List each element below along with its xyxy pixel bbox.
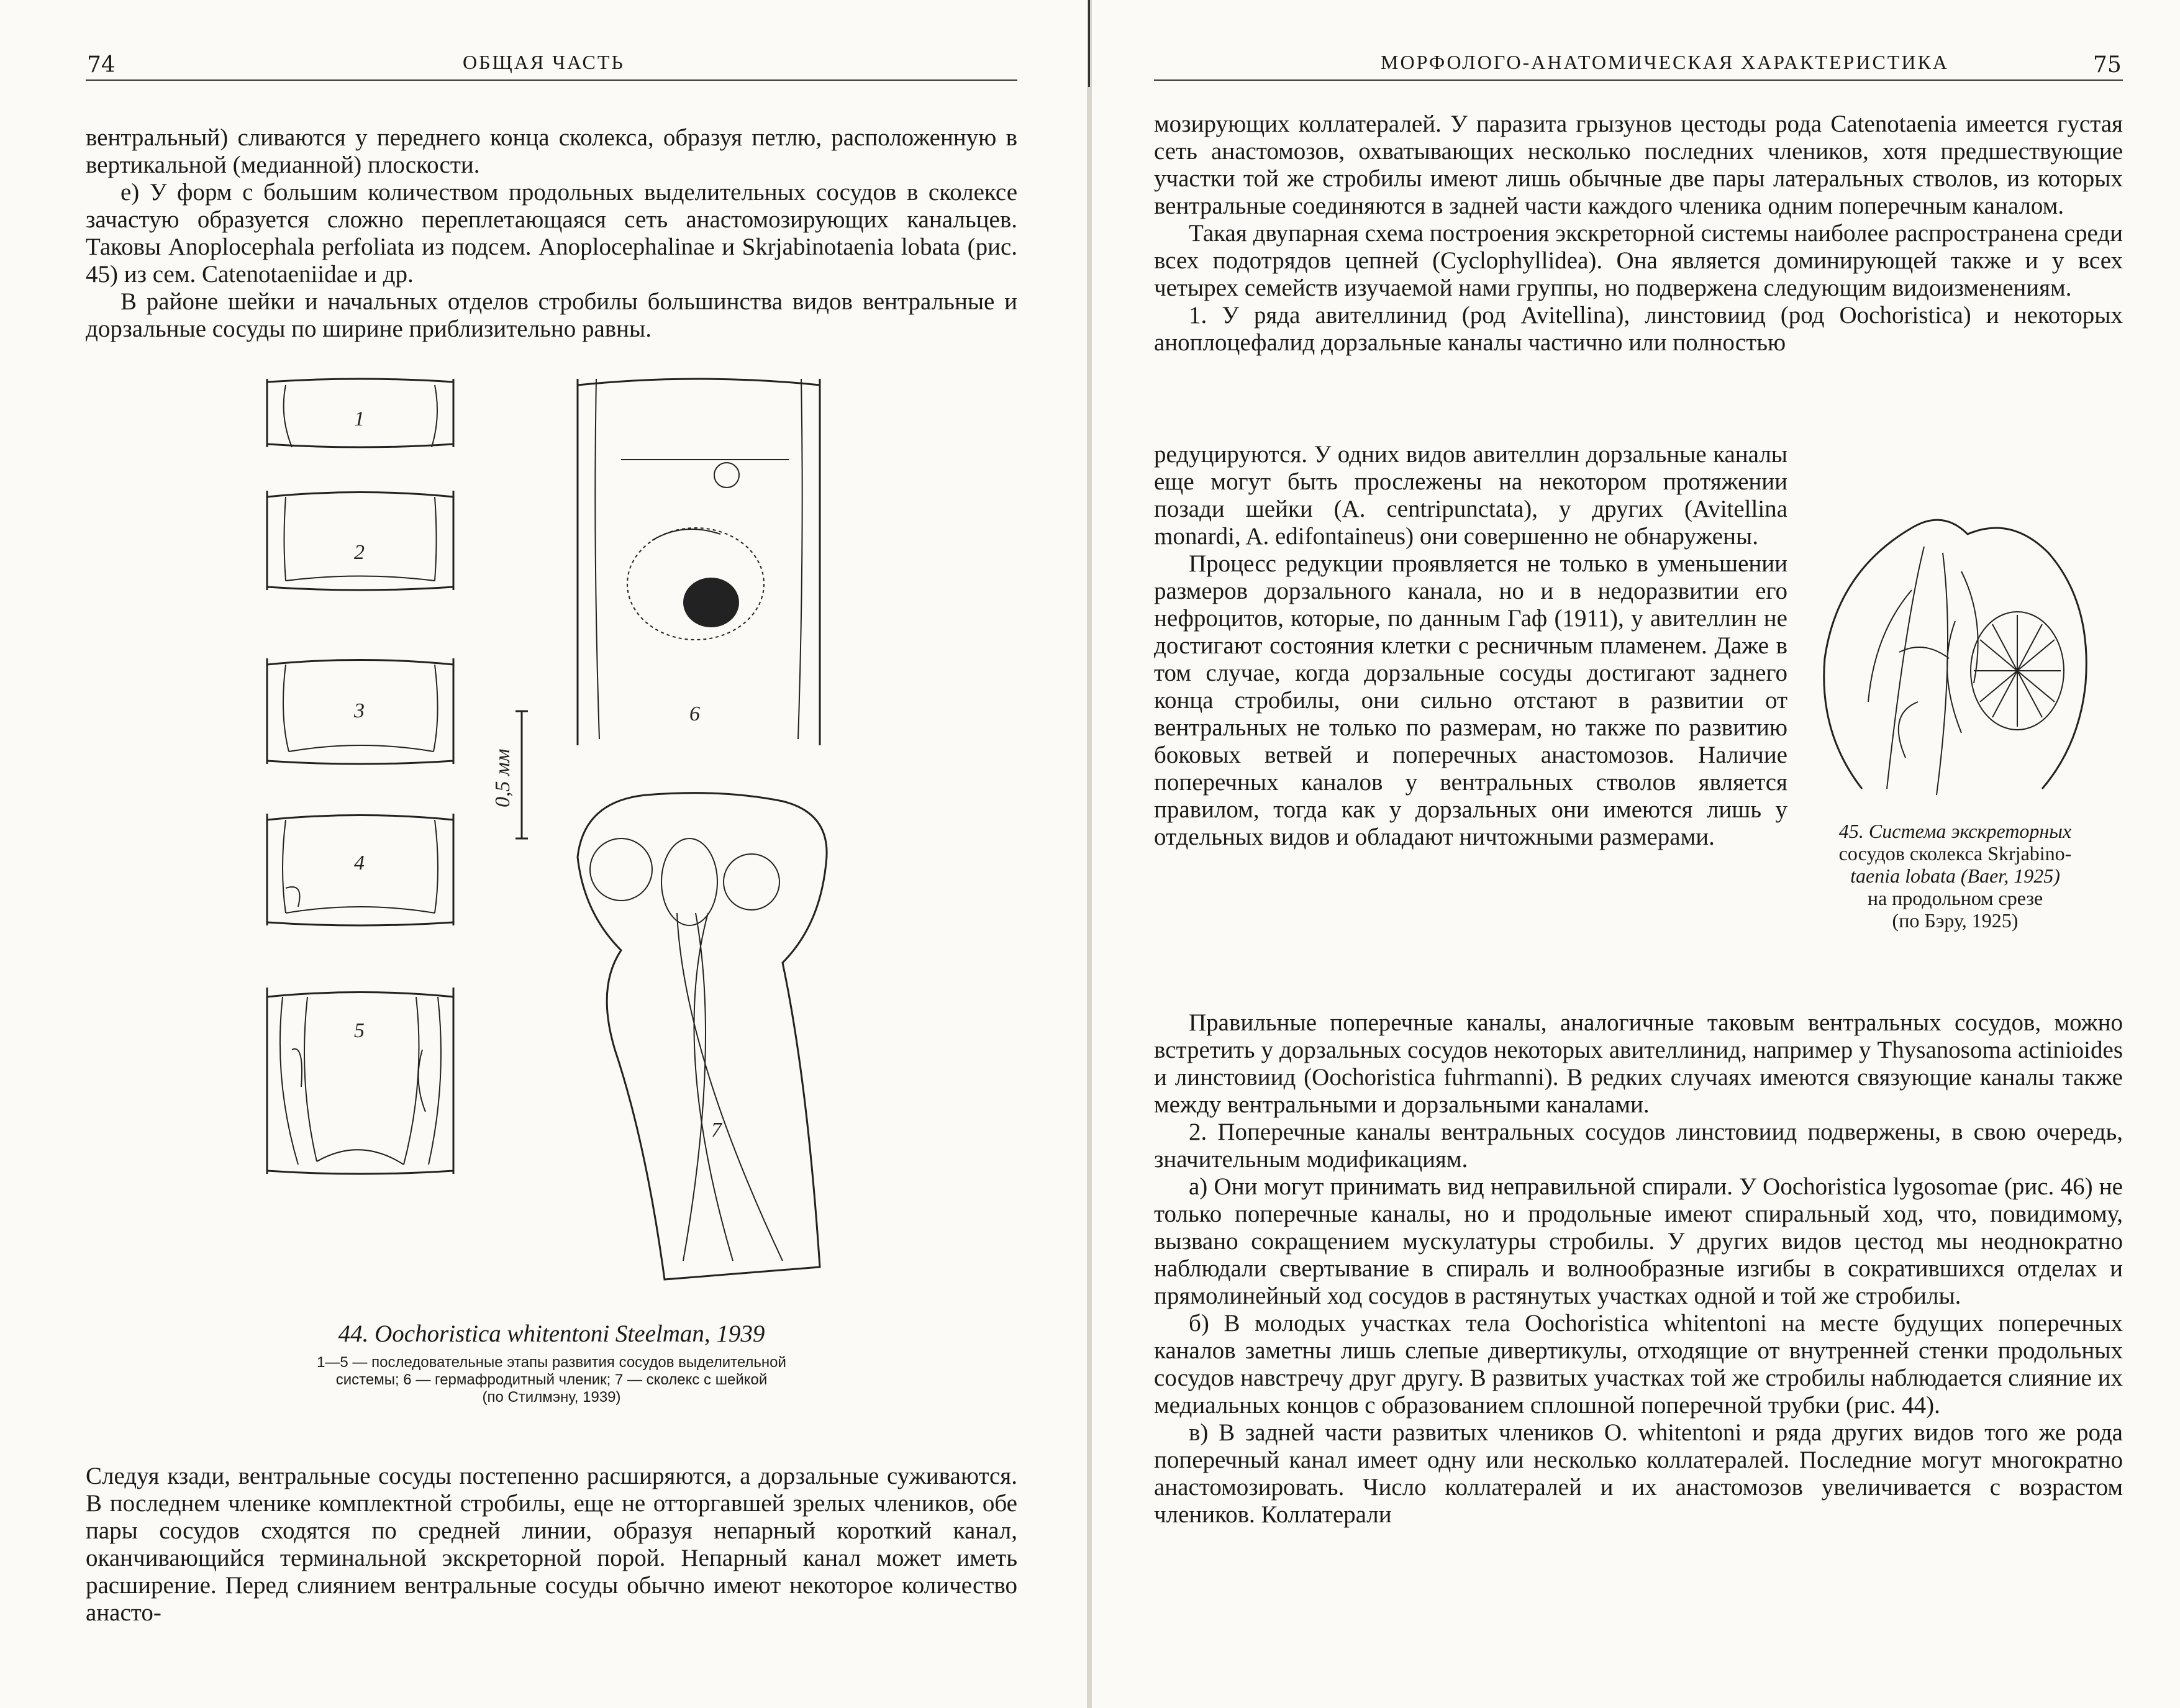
figure-45 <box>1800 497 2110 814</box>
body-text-top <box>1154 111 2123 357</box>
caption-line: (по Стилмэну, 1939) <box>482 1389 621 1406</box>
figure-44 <box>248 366 870 1304</box>
paragraph: 2. Поперечные каналы вентральных сосудов линстовиид подвержены, в свою очередь, значительным модификациям. <box>1154 1119 2123 1173</box>
caption-line: 45. Система экскреторных <box>1838 820 2072 842</box>
caption-line: (по Бэру, 1925) <box>1892 909 2019 932</box>
segment-7-drawing <box>578 793 827 1279</box>
scolex-outline <box>1824 520 2087 789</box>
book-gutter <box>1087 0 1092 1708</box>
body-text-bottom <box>86 1463 1017 1627</box>
left-page <box>0 0 1088 1708</box>
caption-line: на продольном срезе <box>1867 887 2043 909</box>
header-rule <box>86 79 1017 81</box>
header-rule <box>1154 79 2123 81</box>
paragraph: 1. У ряда авителлинид (род Avitellina), линстовиид (род Oochoristica) и некоторых аноплоцефалид дорзальные каналы частично или полностью <box>1154 302 2123 356</box>
figure-label: 1 <box>354 407 365 430</box>
paragraph: а) Они могут принимать вид неправильной спирали. У Oochoristica lygosomae (рис. 46) не только поперечные каналы, но и продольные имеют спиральный ход, что, повидимому, вызвано сокращением мускулатуры стробилы. У других видов цестод мы неоднократно наблюдали свертывание в спираль и волнообразные изгибы в сократившихся отделах и прямолинейный ход сосудов в растянутых участках одной и той же стробилы. <box>1154 1173 2123 1309</box>
caption-line: 1—5 — последовательные этапы развития сосудов выделительной <box>317 1354 786 1371</box>
paragraph: мозирующих коллатералей. У паразита грызунов цестоды рода Catenotaenia имеется густая сеть анастомозов, охватывающих несколько последних члеников, хотя предшествующие участки той же стробилы имеют лишь обычные две пары латеральных стволов, из которых вентральные соединяются в задней части каждого членика одним поперечным каналом. <box>1154 111 2123 219</box>
gutter-mark <box>1088 0 1090 87</box>
paragraph: в) В задней части развитых члеников O. whitentoni и ряда других видов того же рода поперечный канал имеет одну или несколько коллатералей. Последние могут многократно анастомозировать. Число коллатералей и их анастомозов увеличивается с возрастом члеников. Коллатерали <box>1154 1419 2123 1528</box>
paragraph: Такая двупарная схема построения экскреторной системы наиболее распространена среди всех подотрядов цепней (Cyclophyllidea). Она является доминирующей также и у всех четырех семейств изучаемой нами группы, но подвержена следующим видоизменениям. <box>1154 220 2123 301</box>
paragraph: В районе шейки и начальных отделов стробилы большинства видов вентральные и дорзальные сосуды по ширине приблизительно равны. <box>86 288 1017 342</box>
scale-label: 0,5 мм <box>491 748 514 807</box>
page-number: 75 <box>2093 52 2122 78</box>
paragraph: Правильные поперечные каналы, аналогичные таковым вентральных сосудов, можно встретить у дорзальных сосудов некоторых авителлинид, например у Thysanosoma actinioides и линстовиид (Oochoristica fuhrmanni). В редких случаях имеются связующие каналы также между вентральными и дорзальными каналами. <box>1154 1009 2123 1118</box>
figure-label: 2 <box>354 541 365 564</box>
figure-44-title: 44. Oochoristica whitentoni Steelman, 1939 <box>338 1320 765 1347</box>
caption-line: taenia lobata (Baer, 1925) <box>1850 865 2060 887</box>
excretory-vessels <box>1868 547 1978 795</box>
segment-6-drawing <box>578 379 820 745</box>
figure-label: 4 <box>354 852 365 874</box>
running-header: ОБЩАЯ ЧАСТЬ <box>463 51 625 73</box>
segment-2-drawing <box>267 491 453 590</box>
sucker-striations <box>1974 615 2061 727</box>
segment-5-drawing <box>267 988 453 1174</box>
running-header: МОРФОЛОГО-АНАТОМИЧЕСКАЯ ХАРАКТЕРИСТИКА <box>1381 51 1949 73</box>
body-text-wrapped <box>1154 441 1787 851</box>
figure-45-caption <box>1794 820 2117 932</box>
figure-label: 3 <box>354 699 365 722</box>
paragraph: Следуя кзади, вентральные сосуды постепенно расширяются, а дорзальные суживаются. В последнем членике комплектной стробилы, еще не отторгавшей зрелых члеников, обе пары сосудов сходятся по средней линии, образуя непарный короткий канал, оканчивающийся терминальной экскреторной порой. Непарный канал может иметь расширение. Перед слиянием вентральные сосуды обычно имеют некоторое количество анасто- <box>86 1463 1017 1626</box>
figure-label: 5 <box>354 1019 365 1042</box>
paragraph: е) У форм с большим количеством продольных выделительных сосудов в сколексе зачастую образуется сложно переплетающаяся сеть анастомозирующих канальцев. Таковы Anoplocephala perfoliata из подсем. Anoplocephalinae и Skrjabinotaenia lobata (рис. 45) из сем. Catenotaeniidae и др. <box>86 179 1017 288</box>
page-number: 74 <box>87 52 116 78</box>
body-text-bottom <box>1154 1009 2123 1529</box>
caption-line: сосудов сколекса Skrjabino- <box>1838 842 2072 865</box>
right-page <box>1092 0 2180 1708</box>
figure-label: 7 <box>711 1119 722 1142</box>
figure-label: 6 <box>689 702 700 725</box>
body-text-top <box>86 124 1017 343</box>
figure-44-caption <box>86 1354 1017 1406</box>
paragraph: б) В молодых участках тела Oochoristica whitentoni на месте будущих поперечных каналов заметны лишь слепые дивертикулы, отходящие от внутренней стенки продольных сосудов навстречу друг другу. В развитых участках той же стробилы наблюдается слияние их медиальных концов с образованием сплошной поперечной трубки (рис. 44). <box>1154 1310 2123 1419</box>
paragraph: вентральный) сливаются у переднего конца сколекса, образуя петлю, расположенную в вертикальной (медианной) плоскости. <box>86 124 1017 178</box>
scale-bar <box>515 711 528 838</box>
paragraph: редуцируются. У одних видов авителлин дорзальные каналы еще могут быть прослежены на некотором протяжении позади шейки (A. centripunctata), у других (Avitellina monardi, A. edifontaineus) они совершенно не обнаружены. <box>1154 441 1787 550</box>
paragraph: Процесс редукции проявляется не только в уменьшении размеров дорзального канала, но и в недоразвитии его нефроцитов, которые, по данным Гаф (1911), у авителлин не достигают состояния клетки с ресничным пламенем. Даже в том случае, когда дорзальные сосуды достигают заднего конца стробилы, они сильно отстают в развитии от вентральных не только по размерам, но также по развитию боковых ветвей и поперечных анастомозов. Наличие поперечных каналов у вентральных стволов является правилом, тогда как у дорзальных они имеются лишь у отдельных видов и обладают ничтожными размерами. <box>1154 550 1787 850</box>
caption-line: системы; 6 — гермафродитный членик; 7 — сколекс с шейкой <box>335 1371 768 1388</box>
